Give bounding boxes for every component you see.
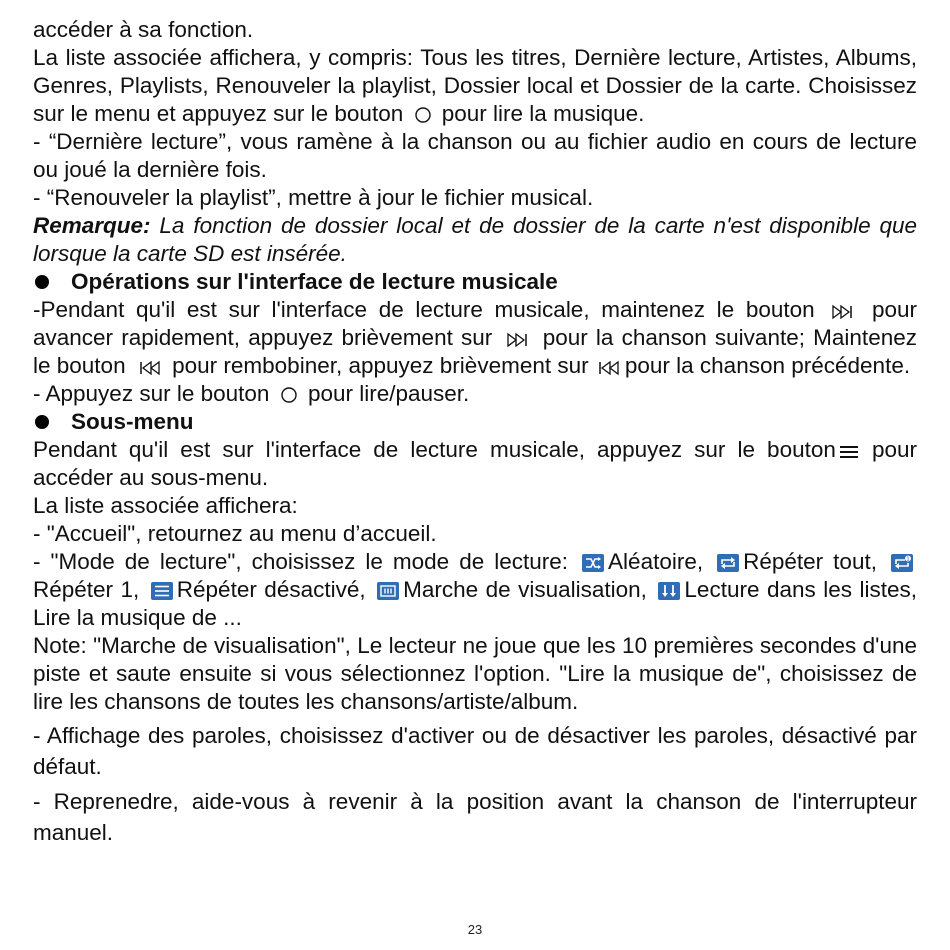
circle-button-icon	[414, 106, 432, 124]
text-line: - "Accueil", retournez au menu d’accueil.	[33, 521, 437, 546]
paragraph-list-options: La liste associée affichera, y compris: Tous les titres, Dernière lecture, Artistes, Albums, Genres, Playlists, Renouveler la playlist, Dossier local et Dossier de la carte. Choisissez sur le menu et appuyez sur le bouton pour lire la musique.	[33, 45, 917, 126]
note-paragraph: Note: "Marche de visualisation", Le lecteur ne joue que les 10 premières secondes d'une piste et saute ensuite si vous sélectionnez l'option. "Lire la musique de", choisissez de lire les chansons de toutes les chansons/artiste/album.	[33, 633, 917, 714]
paragraph-play-modes: - "Mode de lecture", choisissez le mode de lecture: Aléatoire, Répéter tout, 1 Répéter 1, Répéter désactivé, Marche de visualisation, Lecture dans les listes, Lire la musique de ...	[33, 549, 917, 630]
preview-mode-icon	[377, 582, 399, 600]
paragraph-submenu-access: Pendant qu'il est sur l'interface de lecture musicale, appuyez sur le bouton pour accéder au sous-menu.	[33, 437, 917, 490]
section-heading-submenu: Sous-menu	[33, 408, 917, 436]
bullet-icon	[35, 415, 49, 429]
manual-page	[33, 16, 917, 848]
remark-label: Remarque:	[33, 213, 151, 238]
page-number: 23	[467, 922, 483, 937]
list-play-icon	[658, 582, 680, 600]
repeat-all-icon	[717, 554, 739, 572]
next-track-icon	[505, 332, 531, 348]
next-track-icon	[830, 304, 856, 320]
circle-button-icon	[280, 386, 298, 404]
paragraph-play-pause: - Appuyez sur le bouton pour lire/pauser.	[33, 381, 470, 406]
previous-track-icon	[595, 360, 621, 376]
paragraph-playback-controls: -Pendant qu'il est sur l'interface de lecture musicale, maintenez le bouton pour avancer rapidement, appuyez brièvement sur pour la chanson suivante; Maintenez le bouton pour rembobiner, appuyez brièvement sur pour la chanson précédente.	[33, 297, 917, 378]
menu-icon	[838, 444, 860, 460]
section-heading-playback: Opérations sur l'interface de lecture musicale	[33, 268, 917, 296]
shuffle-icon	[582, 554, 604, 572]
previous-track-icon	[136, 360, 162, 376]
text-line: accéder à sa fonction.	[33, 17, 254, 42]
paragraph-lyrics: - Affichage des paroles, choisissez d'activer ou de désactiver les paroles, désactivé par défaut.	[33, 723, 917, 779]
remark-paragraph: Remarque: La fonction de dossier local et de dossier de la carte n'est disponible que lorsque la carte SD est insérée.	[33, 213, 917, 266]
bullet-icon	[35, 275, 49, 289]
paragraph-renew-playlist: - “Renouveler la playlist”, mettre à jour le fichier musical.	[33, 185, 594, 210]
text-line: La liste associée affichera:	[33, 493, 298, 518]
repeat-one-icon	[891, 554, 913, 572]
paragraph-last-played: - “Dernière lecture”, vous ramène à la chanson ou au fichier audio en cours de lecture ou joué la dernière fois.	[33, 129, 917, 182]
repeat-off-icon	[151, 582, 173, 600]
paragraph-resume: - Reprenedre, aide-vous à revenir à la position avant la chanson de l'interrupteur manuel.	[33, 789, 917, 845]
svg-text:1: 1	[906, 556, 910, 563]
